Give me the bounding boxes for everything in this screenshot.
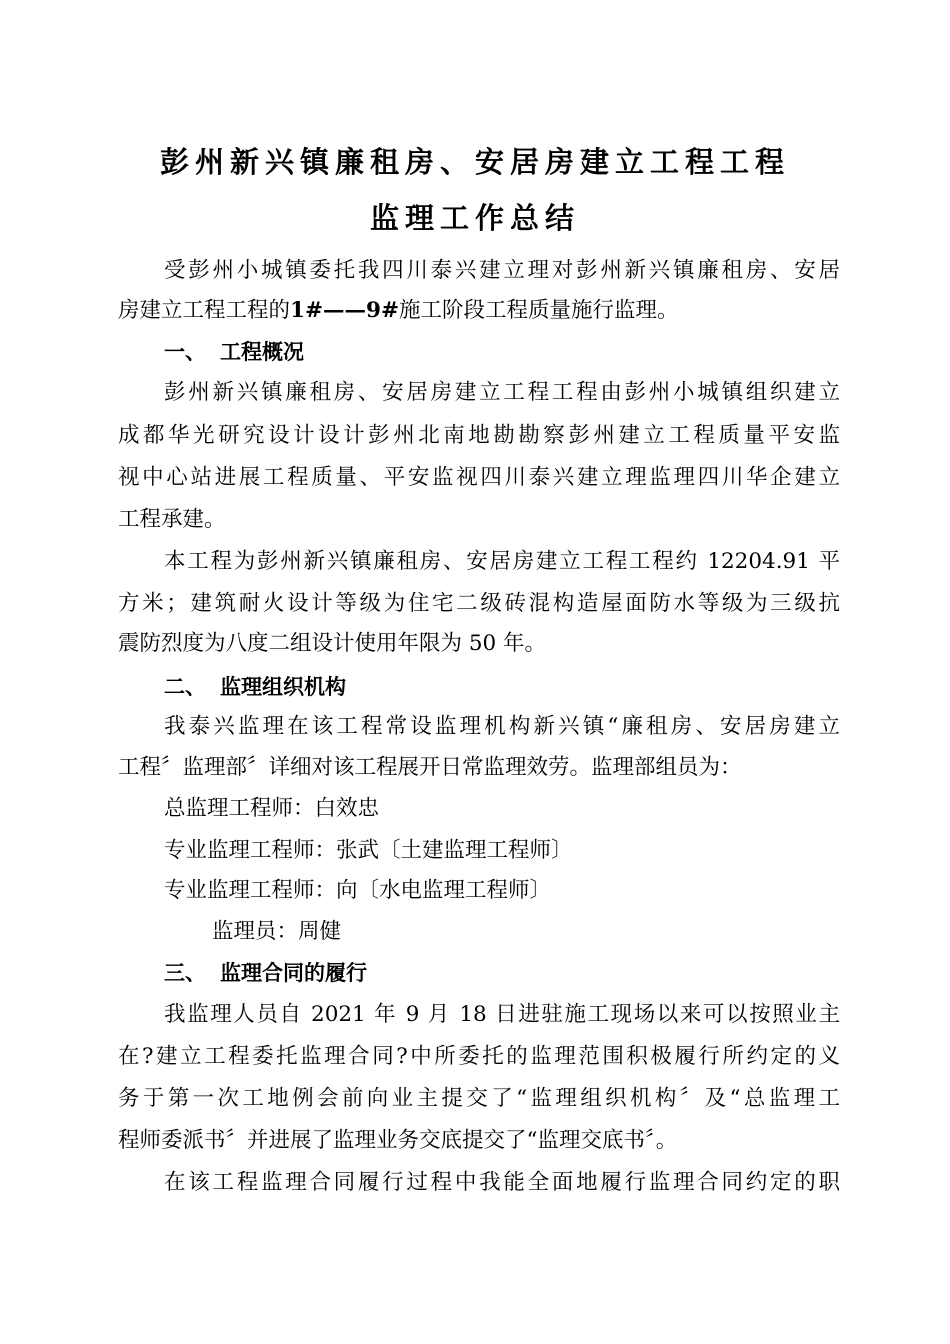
section-1-p2-line-1: 本工程为彭州新兴镇廉租房、安居房建立工程工程约 12204.91 平	[164, 549, 840, 574]
section-2-p1-line-2: 工程〞监理部〞详细对该工程展开日常监理效劳。监理部组员为：	[118, 755, 742, 780]
staff-supervisor: 监理员：周健	[212, 919, 342, 944]
section-1-p1-line-4: 工程承建。	[118, 507, 226, 532]
section-2-p1-line-1: 我泰兴监理在该工程常设监理机构新兴镇“廉租房、安居房建立	[164, 714, 840, 739]
section-3-p1-line-1: 我监理人员自 2021 年 9 月 18 日进驻施工现场以来可以按照业主	[164, 1002, 840, 1027]
section-1-p2-line-2: 方米；建筑耐火设计等级为住宅二级砖混构造屋面防水等级为三级抗	[118, 591, 840, 616]
section-1-p1-line-1: 彭州新兴镇廉租房、安居房建立工程工程由彭州小城镇组织建立	[164, 380, 840, 405]
section-1-title: 工程概况	[220, 340, 304, 364]
document-title-line-2: 监理工作总结	[369, 201, 580, 235]
section-3-title: 监理合同的履行	[220, 961, 367, 985]
section-3-p1-line-4: 程师委派书〞并进展了监理业务交底提交了“监理交底书〞。	[118, 1128, 678, 1153]
section-3-p2-line-1: 在该工程监理合同履行过程中我能全面地履行监理合同约定的职	[164, 1170, 840, 1195]
section-1-heading	[164, 337, 304, 367]
staff-chief-engineer: 总监理工程师：白效忠	[164, 796, 380, 821]
section-1-p1-line-2: 成都华光研究设计设计彭州北南地勘勘察彭州建立工程质量平安监	[118, 423, 840, 448]
section-3-p1-line-2: 在?建立工程委托监理合同?中所委托的监理范围积极履行所约定的义	[118, 1044, 840, 1069]
section-1-p1-line-3: 视中心站进展工程质量、平安监视四川泰兴建立理监理四川华企建立	[118, 465, 840, 490]
section-3-heading	[164, 958, 367, 988]
section-3-p1-line-3: 务于第一次工地例会前向业主提交了“监理组织机构〞及“总监理工	[118, 1086, 840, 1111]
section-2-heading	[164, 672, 346, 702]
intro-line-2: 房建立工程工程的1#——9#施工阶段工程质量施行监理。	[118, 298, 679, 323]
intro-line-1: 受彭州小城镇委托我四川泰兴建立理对彭州新兴镇廉租房、安居	[164, 258, 840, 283]
document-title-line-1: 彭州新兴镇廉租房、安居房建立工程工程	[159, 145, 790, 179]
section-2-number: 二、	[164, 675, 206, 699]
staff-hydro-electric-engineer: 专业监理工程师：向〔水电监理工程师〕	[164, 878, 552, 903]
section-1-p2-line-3: 震防烈度为八度二组设计使用年限为 50 年。	[118, 631, 547, 656]
section-3-number: 三、	[164, 961, 206, 985]
section-2-title: 监理组织机构	[220, 675, 346, 699]
building-range: 1#——9#	[290, 298, 399, 323]
section-1-number: 一、	[164, 340, 206, 364]
staff-civil-engineer: 专业监理工程师：张武〔土建监理工程师〕	[164, 838, 573, 863]
